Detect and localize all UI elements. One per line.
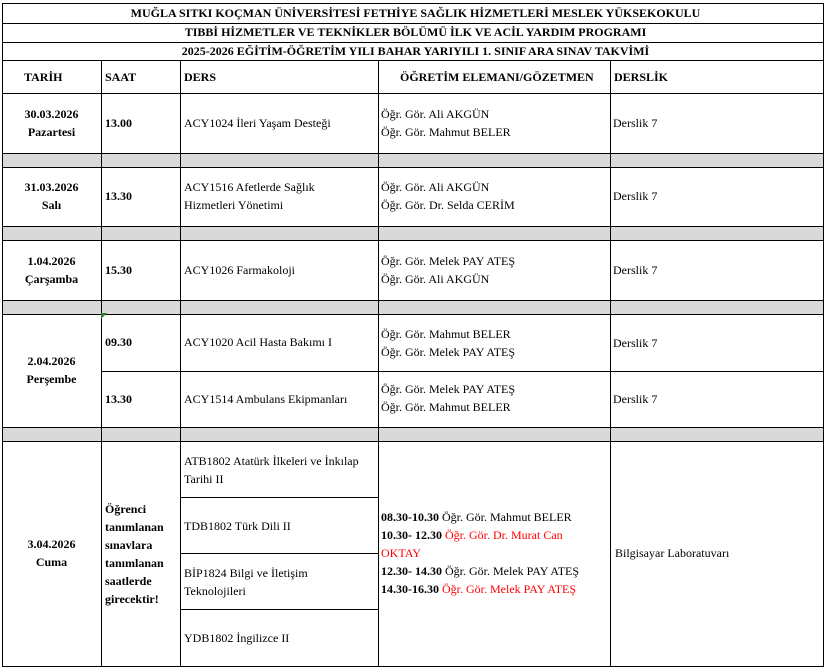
day3-staff-1: Öğr. Gör. Melek PAY ATEŞ	[381, 254, 516, 268]
cell-comment-marker	[101, 313, 107, 319]
day2-staff-2: Öğr. Gör. Dr. Selda CERİM	[381, 198, 515, 212]
header-time: SAAT	[105, 70, 137, 84]
slot-staff: Öğr. Gör. Dr. Murat Can	[445, 528, 563, 542]
day5-slot-2-cont: OKTAY	[381, 546, 421, 560]
day2-weekday: Salı	[41, 198, 62, 212]
day3-time: 15.30	[105, 263, 132, 277]
day5-course-2: TDB1802 Türk Dili II	[184, 519, 291, 533]
day1-room: Derslik 7	[613, 116, 658, 130]
day5-note-line: tanımlanan	[105, 520, 164, 534]
day1-staff-1: Öğr. Gör. Ali AKGÜN	[381, 107, 490, 121]
separator-band	[2, 153, 823, 167]
day1-staff-2: Öğr. Gör. Mahmut BELER	[381, 125, 511, 139]
day3-room: Derslik 7	[613, 263, 658, 277]
day5-slot-1	[381, 508, 572, 526]
day5-note-line: tanımlanan	[105, 556, 164, 570]
day5-slot-3	[381, 562, 579, 580]
day2-staff-1: Öğr. Gör. Ali AKGÜN	[381, 180, 490, 194]
day5-course-4: YDB1802 İngilizce II	[184, 631, 290, 645]
day2-date: 31.03.2026	[24, 180, 79, 194]
day5-note-line: girecektir!	[105, 592, 159, 606]
day3-weekday: Çarşamba	[24, 272, 79, 286]
day1-time: 13.00	[105, 116, 132, 130]
day4-weekday: Perşembe	[26, 372, 77, 386]
day3-date: 1.04.2026	[27, 254, 76, 268]
slot-staff: Öğr. Gör. Melek PAY ATEŞ	[445, 564, 580, 578]
day3-staff-2: Öğr. Gör. Ali AKGÜN	[381, 272, 490, 286]
day5-note-line: saatlerde	[105, 574, 152, 588]
day4-exam2-course: ACY1514 Ambulans Ekipmanları	[184, 392, 348, 406]
day4-exam2-room: Derslik 7	[613, 392, 658, 406]
day4-exam2-staff-1: Öğr. Gör. Melek PAY ATEŞ	[381, 382, 516, 396]
day1-course: ACY1024 İleri Yaşam Desteği	[184, 116, 331, 130]
day3-course: ACY1026 Farmakoloji	[184, 263, 295, 277]
slot-staff: Öğr. Gör. Mahmut BELER	[442, 510, 572, 524]
day5-note-line: sınavlara	[105, 538, 153, 552]
slot-time: 10.30- 12.30	[381, 528, 442, 542]
day5-room: Bilgisayar Laboratuvarı	[615, 546, 730, 560]
separator-band	[2, 226, 823, 240]
header-date: TARİH	[24, 70, 63, 84]
slot-time: 08.30-10.30	[381, 510, 439, 524]
slot-staff: Öğr. Gör. Melek PAY ATEŞ	[442, 582, 577, 596]
day5-date: 3.04.2026	[27, 537, 76, 551]
header-room: DERSLİK	[614, 70, 669, 84]
day5-course-3-line2: Teknolojileri	[184, 584, 246, 598]
day1-date: 30.03.2026	[24, 107, 79, 121]
day4-exam1-staff-1: Öğr. Gör. Mahmut BELER	[381, 327, 511, 341]
day5-slot-2	[381, 526, 563, 544]
header-course: DERS	[184, 70, 217, 84]
day5-course-1-line2: Tarihi II	[184, 472, 224, 486]
day4-exam1-room: Derslik 7	[613, 336, 658, 350]
day4-date: 2.04.2026	[27, 354, 76, 368]
header-staff: ÖĞRETİM ELEMANI/GÖZETMEN	[400, 70, 594, 84]
day5-course-1-line1: ATB1802 Atatürk İlkeleri ve İnkılap	[184, 454, 359, 468]
day2-time: 13.30	[105, 189, 132, 203]
day4-exam1-staff-2: Öğr. Gör. Melek PAY ATEŞ	[381, 345, 516, 359]
day1-weekday: Pazartesi	[27, 125, 76, 139]
day5-course-3-line1: BİP1824 Bilgi ve İletişim	[184, 566, 308, 580]
day4-exam2-staff-2: Öğr. Gör. Mahmut BELER	[381, 400, 511, 414]
day2-room: Derslik 7	[613, 189, 658, 203]
day4-exam2-time: 13.30	[105, 392, 132, 406]
slot-time: 14.30-16.30	[381, 582, 439, 596]
separator-band	[2, 427, 823, 441]
day5-note-line: Öğrenci	[105, 502, 147, 516]
day2-course-line2: Hizmetleri Yönetimi	[184, 198, 284, 212]
title-line-1: MUĞLA SITKI KOÇMAN ÜNİVERSİTESİ FETHİYE SAĞLIK HİZMETLERİ MESLEK YÜKSEKOKULU	[130, 6, 701, 20]
day4-exam1-time: 09.30	[105, 335, 132, 349]
day4-exam1-course: ACY1020 Acil Hasta Bakımı I	[184, 335, 332, 349]
day2-course-line1: ACY1516 Afetlerde Sağlık	[184, 180, 315, 194]
title-line-3: 2025-2026 EĞİTİM-ÖĞRETİM YILI BAHAR YARIYILI 1. SINIF ARA SINAV TAKVİMİ	[181, 44, 650, 58]
slot-time: 12.30- 14.30	[381, 564, 442, 578]
day5-slot-4	[381, 580, 576, 598]
title-line-2: TIBBİ HİZMETLER VE TEKNİKLER BÖLÜMÜ İLK VE ACİL YARDIM PROGRAMI	[184, 25, 647, 39]
day5-weekday: Cuma	[35, 555, 68, 569]
separator-band	[2, 300, 823, 314]
